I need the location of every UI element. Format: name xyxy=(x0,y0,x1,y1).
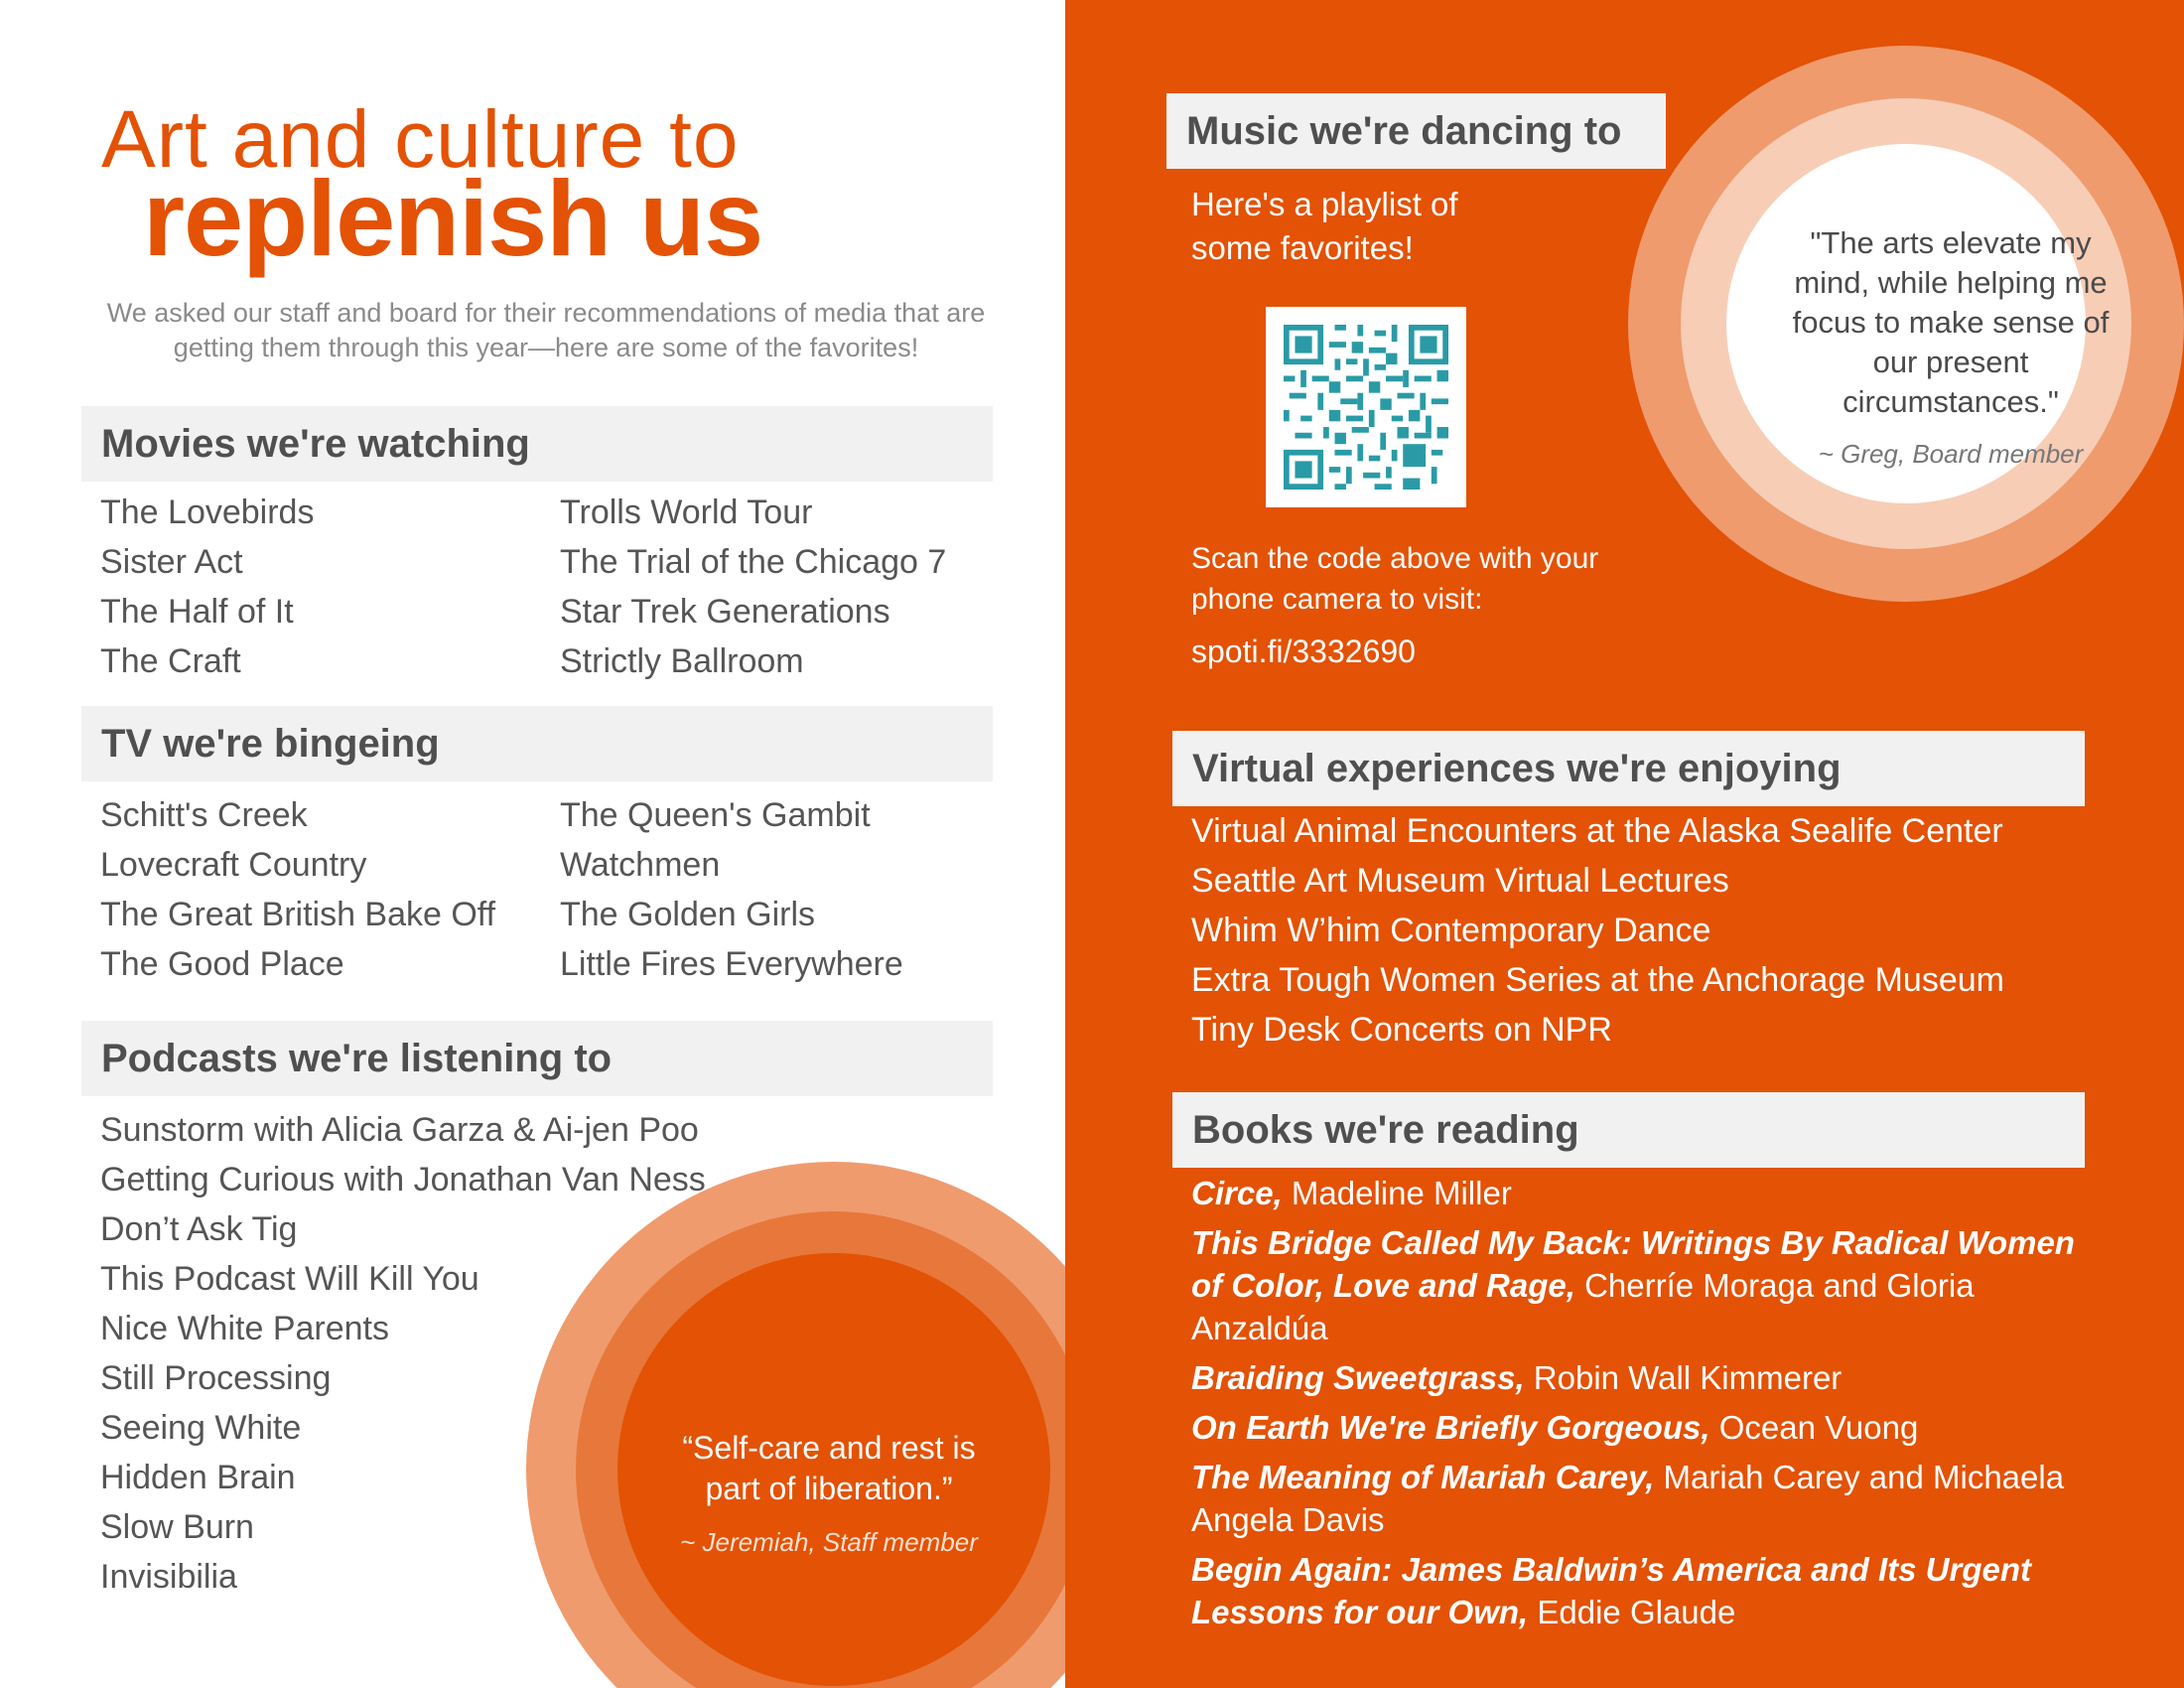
playlist-link[interactable]: spoti.fi/3332690 xyxy=(1191,633,1416,669)
list-item: The Lovebirds xyxy=(100,493,315,531)
list-item: Lovecraft Country xyxy=(100,846,367,884)
heading-accent-bar xyxy=(64,406,81,482)
book-title: On Earth We're Briefly Gorgeous, xyxy=(1191,1409,1710,1446)
heading-accent-bar xyxy=(1155,1092,1172,1168)
book-author: Madeline Miller xyxy=(1291,1175,1512,1211)
list-item: The Trial of the Chicago 7 xyxy=(560,543,947,581)
list-item: Tiny Desk Concerts on NPR xyxy=(1191,1011,1612,1049)
podcasts-heading xyxy=(64,1021,993,1096)
tv-heading-label: TV we're bingeing xyxy=(81,706,993,781)
book-title: Circe, xyxy=(1191,1175,1283,1211)
quote-left-text: “Self-care and rest is part of liberation.” xyxy=(682,1430,976,1506)
list-item: The Golden Girls xyxy=(560,896,815,933)
list-item: Nice White Parents xyxy=(100,1310,389,1347)
list-item: Whim W’him Contemporary Dance xyxy=(1191,912,1711,949)
tv-heading xyxy=(64,706,993,781)
list-item: Little Fires Everywhere xyxy=(560,945,903,983)
book-item xyxy=(1191,1548,2095,1633)
book-author: Eddie Glaude xyxy=(1537,1594,1736,1630)
book-item xyxy=(1191,1172,2095,1214)
list-item: Trolls World Tour xyxy=(560,493,813,531)
book-title: The Meaning of Mariah Carey, xyxy=(1191,1459,1655,1495)
list-item: The Craft xyxy=(100,642,241,680)
list-item: Slow Burn xyxy=(100,1508,254,1546)
list-item: Virtual Animal Encounters at the Alaska Sealife Center xyxy=(1191,812,2003,850)
quote-right-attribution: ~ Greg, Board member xyxy=(1818,439,2084,469)
list-item: Invisibilia xyxy=(100,1558,237,1596)
intro-text: We asked our staff and board for their recommendations of media that are getting them through this year—here are some of the favorites! xyxy=(106,298,986,362)
book-author: Mariah Carey and Michaela Angela Davis xyxy=(1191,1459,2065,1538)
list-item: Seattle Art Museum Virtual Lectures xyxy=(1191,862,1729,900)
podcasts-heading-label: Podcasts we're listening to xyxy=(81,1021,993,1096)
list-item: Getting Curious with Jonathan Van Ness xyxy=(100,1161,706,1198)
page-title-line1: Art and culture to xyxy=(101,94,740,185)
book-item xyxy=(1191,1221,2095,1349)
heading-accent-bar xyxy=(1155,731,1172,806)
quote-left-attribution: ~ Jeremiah, Staff member xyxy=(680,1527,978,1557)
virtual-heading xyxy=(1155,731,2085,806)
list-item: Watchmen xyxy=(560,846,721,884)
movies-heading xyxy=(64,406,993,482)
tv-list-col1 xyxy=(100,790,495,989)
qr-code-icon xyxy=(1284,325,1448,490)
book-title: This Bridge Called My Back: Writings By Radical Women of Color, Love and Rage, xyxy=(1191,1224,2075,1304)
book-author: Cherríe Moraga and Gloria Anzaldúa xyxy=(1191,1267,1975,1346)
heading-accent-bar xyxy=(1149,93,1166,169)
list-item: The Half of It xyxy=(100,593,294,631)
heading-accent-bar xyxy=(64,706,81,781)
book-title: Begin Again: James Baldwin’s America and Its Urgent Lessons for our Own, xyxy=(1191,1551,2031,1630)
list-item: Sunstorm with Alicia Garza & Ai-jen Poo xyxy=(100,1111,699,1149)
music-heading xyxy=(1149,93,1666,169)
book-item xyxy=(1191,1406,2095,1449)
list-item: The Queen's Gambit xyxy=(560,796,871,834)
list-item: Star Trek Generations xyxy=(560,593,890,631)
list-item: Seeing White xyxy=(100,1409,302,1447)
books-heading xyxy=(1155,1092,2085,1168)
books-heading-label: Books we're reading xyxy=(1172,1092,2085,1168)
scan-instructions: Scan the code above with your phone camera to visit: xyxy=(1191,542,1599,616)
book-item xyxy=(1191,1356,2095,1399)
music-heading-label: Music we're dancing to xyxy=(1166,93,1666,169)
music-subtitle: Here's a playlist of some favorites! xyxy=(1191,186,1458,266)
list-item: Hidden Brain xyxy=(100,1459,296,1496)
movies-heading-label: Movies we're watching xyxy=(81,406,993,482)
virtual-list xyxy=(1191,806,2004,1055)
movies-list-col1 xyxy=(100,488,314,686)
list-item: Don’t Ask Tig xyxy=(100,1210,298,1248)
list-item: Strictly Ballroom xyxy=(560,642,804,680)
list-item: The Great British Bake Off xyxy=(100,896,496,933)
quote-right-text: "The arts elevate my mind, while helping me focus to make sense of our present circumstances." xyxy=(1792,225,2110,419)
tv-list-col2 xyxy=(560,790,903,989)
book-title: Braiding Sweetgrass, xyxy=(1191,1359,1525,1396)
heading-accent-bar xyxy=(64,1021,81,1096)
list-item: The Good Place xyxy=(100,945,344,983)
qr-code[interactable] xyxy=(1266,307,1466,507)
list-item: Extra Tough Women Series at the Anchorage Museum xyxy=(1191,961,2004,999)
list-item: Sister Act xyxy=(100,543,243,581)
book-author: Robin Wall Kimmerer xyxy=(1533,1359,1843,1396)
virtual-heading-label: Virtual experiences we're enjoying xyxy=(1172,731,2085,806)
list-item: This Podcast Will Kill You xyxy=(100,1260,479,1298)
page-title-line2: replenish us xyxy=(143,158,763,278)
books-list xyxy=(1191,1172,2095,1640)
movies-list-col2 xyxy=(560,488,946,686)
book-author: Ocean Vuong xyxy=(1718,1409,1919,1446)
list-item: Still Processing xyxy=(100,1359,332,1397)
list-item: Schitt's Creek xyxy=(100,796,308,834)
book-item xyxy=(1191,1456,2095,1541)
podcasts-list xyxy=(100,1105,706,1602)
